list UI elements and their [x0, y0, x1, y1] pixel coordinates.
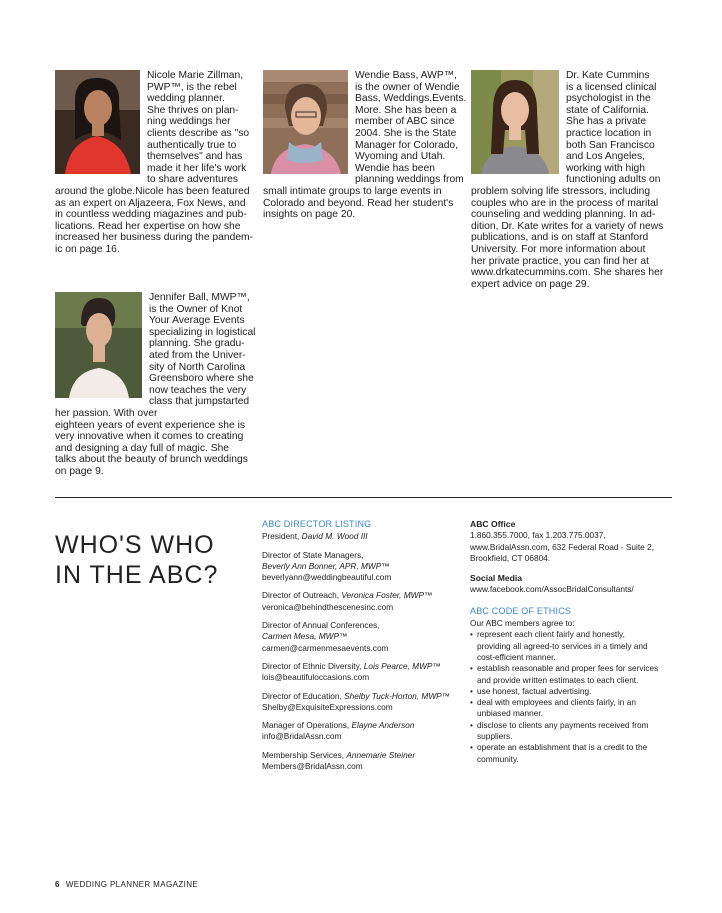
- list-item: • disclose to clients any payments received from suppliers.: [470, 720, 675, 743]
- bio-line: 2004. She is the State: [355, 127, 457, 139]
- bio-line: planning. She gradu-: [149, 338, 245, 350]
- ethics-heading: ABC CODE OF ETHICS: [470, 605, 572, 616]
- list-item: • deal with employees and clients fairly, in an unbiased manner.: [470, 697, 675, 720]
- section-title-line: IN THE ABC?: [55, 561, 219, 589]
- director-title: Director of Annual Conferences,: [262, 620, 380, 631]
- bio-line: functioning adults on: [566, 174, 661, 186]
- director-email[interactable]: veronica@behindthescenesinc.com: [262, 601, 394, 612]
- bio-line: state of California.: [566, 104, 649, 116]
- bio-line: problem solving life stressors, including: [471, 185, 651, 197]
- list-item: • use honest, factual advertising.: [470, 686, 675, 697]
- director-email[interactable]: info@BridalAssn.com: [262, 731, 342, 742]
- bio-line: and designing a day full of magic. She: [55, 442, 230, 454]
- bio-line: to share adventures: [147, 174, 239, 186]
- photo-nicole-zillman: [55, 70, 140, 174]
- page-number: 6: [55, 880, 60, 889]
- list-item: • operate an establishment that is a credit to the community.: [470, 742, 675, 765]
- office-heading: ABC Office: [470, 519, 516, 529]
- director-name: Shelby Tuck-Horton, MWP™: [344, 690, 450, 701]
- director-name: Lois Pearce, MWP™: [363, 660, 441, 671]
- bio-line: sity of North Carolina: [149, 361, 246, 373]
- bio-line: couples who are in the process of marital: [471, 197, 659, 209]
- section-title: [55, 530, 245, 590]
- photo-kate-cummins: [471, 70, 559, 174]
- bio-line: Manager for Colorado,: [355, 139, 459, 151]
- bio-line: working with high: [566, 162, 645, 174]
- bio-line: in countless wedding magazines and pub-: [55, 209, 247, 221]
- director-entry: [262, 620, 462, 654]
- bio-line: very innovative when it comes to creating: [55, 431, 244, 443]
- bio-kate-cummins: [471, 70, 671, 290]
- bio-line: increased her business during the pandem-: [55, 232, 254, 244]
- director-email[interactable]: carmen@carmenmesaevents.com: [262, 642, 389, 653]
- bio-line: authentically true to: [147, 139, 237, 151]
- bio-line: Dr. Kate Cummins: [566, 70, 650, 81]
- bio-line: is a licensed clinical: [566, 81, 657, 93]
- bio-line: Your Average Events: [149, 315, 245, 327]
- bio-line: eighteen years of event experience she is: [55, 419, 246, 431]
- bio-line: She thrives on plan-: [147, 104, 239, 116]
- director-title: Manager of Operations,: [262, 720, 352, 731]
- social-heading: Social Media: [470, 573, 523, 584]
- ethics-list: [470, 629, 675, 765]
- contact-column: [470, 519, 675, 765]
- bio-line: Colorado and beyond. Read her student's: [263, 197, 454, 209]
- bio-line: now teaches the very: [149, 384, 247, 396]
- bio-line: made it her life's work: [147, 162, 247, 174]
- bio-line: practice location in: [566, 127, 652, 139]
- director-name: Beverly Ann Bonner, APR, MWP™: [262, 560, 390, 571]
- director-email[interactable]: Members@BridalAssn.com: [262, 761, 363, 772]
- director-entry: [262, 550, 462, 584]
- director-entry: [262, 720, 462, 743]
- bio-line: her passion. With over: [55, 407, 158, 419]
- director-entry-president: [262, 531, 462, 542]
- bio-line: Wendie Bass, AWP™,: [355, 70, 457, 81]
- director-title: Membership Services,: [262, 749, 347, 760]
- bio-line: around the globe.Nicole has been featured: [55, 185, 250, 197]
- director-title: President,: [262, 531, 302, 542]
- bio-line: expert advice on page 29.: [471, 278, 590, 290]
- bio-wendie-bass: [263, 70, 468, 221]
- bio-nicole-zillman: [55, 70, 260, 256]
- director-name: Carmen Mesa, MWP™: [262, 631, 348, 642]
- bio-line: themselves" and has: [147, 151, 243, 163]
- director-title: Director of State Managers,: [262, 549, 364, 560]
- director-email[interactable]: lois@beautifuloccasions.com: [262, 672, 370, 683]
- bio-line: wedding planner.: [147, 93, 225, 105]
- director-name: Annemarie Steiner: [346, 749, 416, 760]
- bio-line: her private practice, you can find her at: [471, 255, 650, 267]
- director-name: David M. Wood III: [301, 531, 368, 542]
- bio-line: publications, and is on staff at Stanford: [471, 232, 649, 244]
- bio-line: insights on page 20.: [263, 209, 356, 221]
- bio-line: counseling and wedding planning. In ad-: [471, 209, 656, 221]
- section-title-line: WHO'S WHO: [55, 531, 215, 559]
- office-line: 1.860.355.7000, fax 1.203.775.0037,: [470, 530, 606, 541]
- office-line: Brookfield, CT 06804.: [470, 552, 551, 563]
- office-line: www.BridalAssn.com, 632 Federal Road - Suite 2,: [470, 541, 654, 552]
- bio-line: on page 9.: [55, 465, 104, 477]
- director-entry: [262, 691, 462, 714]
- bio-line: Wyoming and Utah.: [355, 151, 446, 163]
- bio-line: both San Francisco: [566, 139, 655, 151]
- bio-line: talks about the beauty of brunch weddings: [55, 454, 248, 466]
- bio-line: dition, Dr. Kate writes for a variety of news: [471, 220, 664, 232]
- director-name: Veronica Foster, MWP™: [341, 590, 433, 601]
- bio-line: class that jumpstarted: [149, 396, 250, 408]
- section-divider: [55, 497, 672, 498]
- bio-line: is the owner of Wendie: [355, 81, 460, 93]
- bio-line: planning weddings from: [355, 174, 464, 186]
- bio-line: PWP™, is the rebel: [147, 81, 237, 93]
- bio-line: More. She has been a: [355, 104, 457, 116]
- bio-line: as an expert on Aljazeera, Fox News, and: [55, 197, 246, 209]
- magazine-name: WEDDING PLANNER MAGAZINE: [65, 880, 199, 889]
- bio-line: and Los Angeles,: [566, 151, 646, 163]
- director-entry: [262, 750, 462, 773]
- bio-line: member of ABC since: [355, 116, 455, 128]
- bio-jennifer-ball: [55, 292, 260, 478]
- bio-line: ning weddings her: [147, 116, 231, 128]
- director-entry: [262, 661, 462, 684]
- list-item: • represent each client fairly and honestly, providing all agreed-to services in a timely and cost-efficient manner.: [470, 629, 675, 663]
- bio-line: Jennifer Ball, MWP™,: [149, 292, 250, 303]
- bio-line: Greensboro where she: [149, 373, 254, 385]
- bio-line: specializing in logistical: [149, 326, 256, 338]
- photo-jennifer-ball: [55, 292, 142, 398]
- bio-line: small intimate groups to large events in: [263, 185, 442, 197]
- director-email[interactable]: beverlyann@weddingbeautiful.com: [262, 572, 392, 583]
- page-footer: [55, 880, 198, 889]
- director-listing-heading: ABC DIRECTOR LISTING: [262, 519, 372, 529]
- bio-line: Wendie has been: [355, 162, 435, 174]
- bio-line: psychologist in the: [566, 93, 651, 105]
- bio-line: clients describe as "so: [147, 127, 250, 139]
- director-title: Director of Ethnic Diversity,: [262, 660, 364, 671]
- director-listing: [262, 519, 462, 779]
- director-email[interactable]: Shelby@ExquisiteExpressions.com: [262, 701, 393, 712]
- bio-line: Bass, Weddings.Events.: [355, 93, 467, 105]
- director-entry: [262, 590, 462, 613]
- ethics-intro: Our ABC members agree to:: [470, 618, 575, 629]
- director-title: Director of Education,: [262, 690, 345, 701]
- bio-line: ic on page 16.: [55, 243, 120, 255]
- social-link[interactable]: www.facebook.com/AssocBridalConsultants/: [470, 584, 634, 595]
- director-name: Elayne Anderson: [351, 720, 415, 731]
- bio-line: Nicole Marie Zillman,: [147, 70, 244, 81]
- bio-line: ated from the Univer-: [149, 349, 246, 361]
- bio-line: www.drkatecummins.com. She shares her: [471, 267, 664, 279]
- photo-wendie-bass: [263, 70, 348, 174]
- director-title: Director of Outreach,: [262, 590, 342, 601]
- bio-line: is the Owner of Knot: [149, 303, 243, 315]
- bio-line: lications. Read her expertise on how she: [55, 220, 241, 232]
- bio-line: She has a private: [566, 116, 647, 128]
- list-item: • establish reasonable and proper fees for services and provide written estimates to each client.: [470, 663, 675, 686]
- bio-line: University. For more information about: [471, 243, 646, 255]
